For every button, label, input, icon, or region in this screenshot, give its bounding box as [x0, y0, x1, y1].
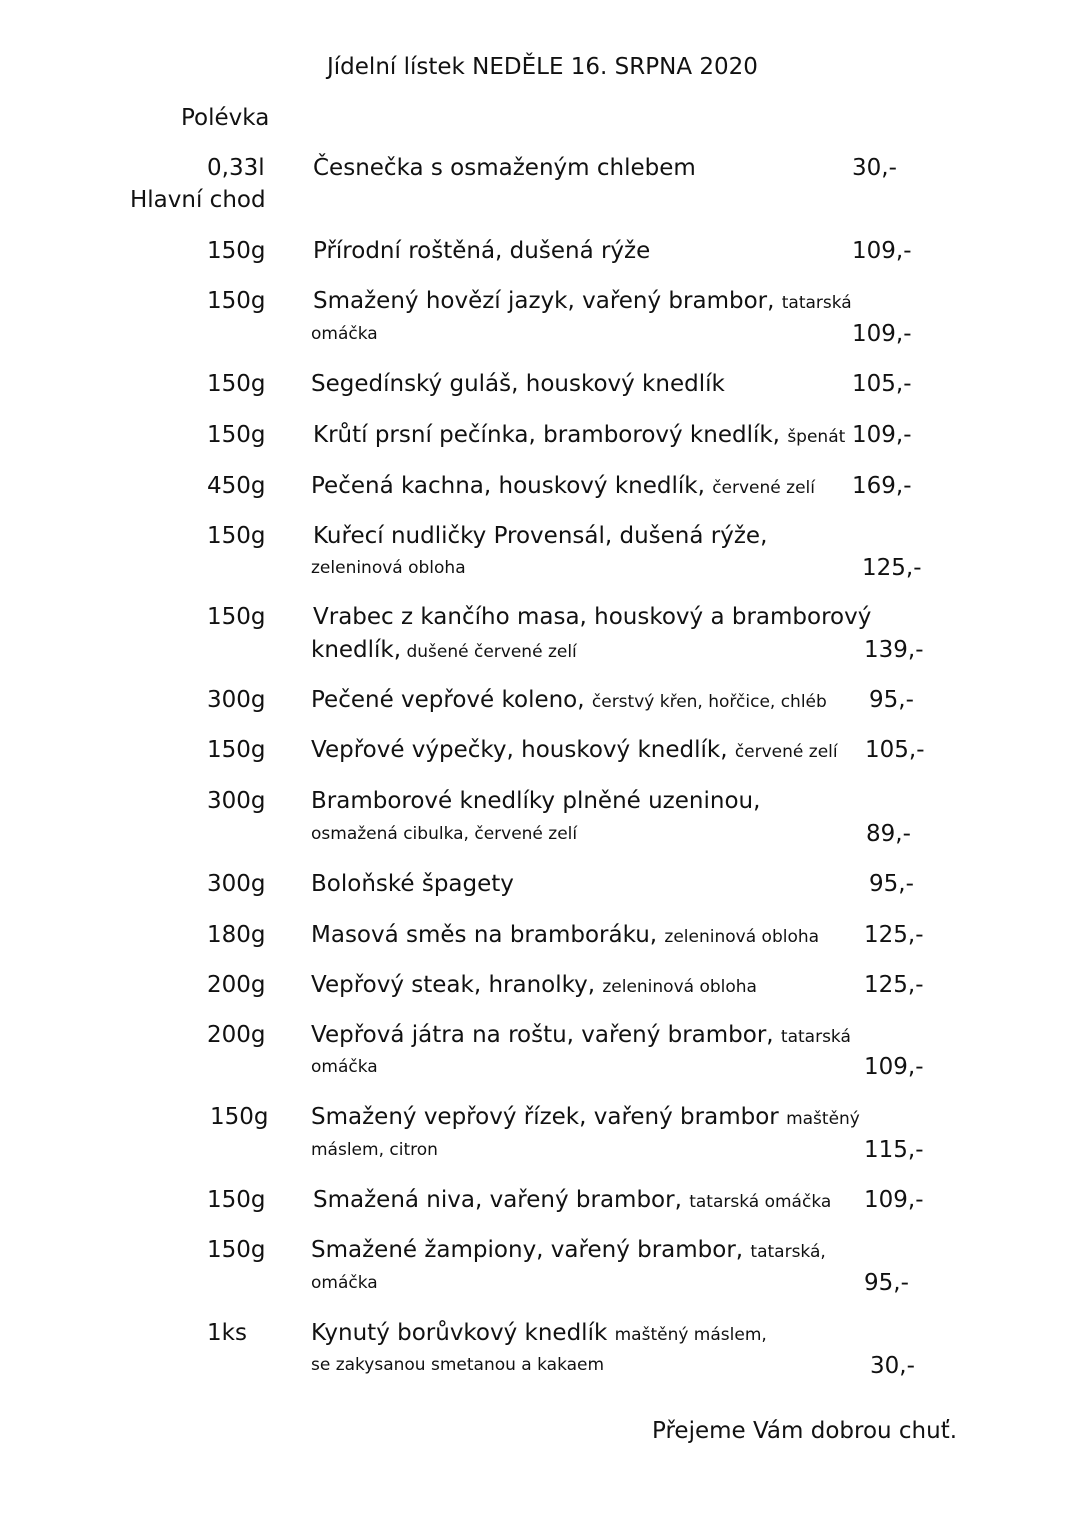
item-name	[311, 475, 815, 498]
item-price: 109,-	[852, 238, 912, 264]
item-second-line	[311, 560, 466, 577]
item-main-text: Vepřová játra na roštu, vařený brambor,	[311, 1022, 774, 1048]
item-main-text: Segedínský guláš, houskový knedlík	[311, 371, 725, 397]
section-main-heading: Hlavní chod	[130, 187, 266, 213]
item-second-line-text: máslem, citron	[311, 1140, 438, 1160]
item-name	[311, 739, 838, 762]
item-name	[311, 873, 514, 896]
menu-title: Jídelní lístek NEDĚLE 16. SRPNA 2020	[327, 54, 758, 80]
item-second-line-text: omáčka	[311, 324, 378, 344]
item-price: 125,-	[862, 555, 922, 581]
item-side-text: tatarská	[780, 1027, 851, 1047]
item-weight: 150g	[207, 1237, 266, 1263]
item-price: 125,-	[864, 972, 924, 998]
item-price: 109,-	[864, 1054, 924, 1080]
item-second-line-text: dušené červené zelí	[406, 642, 577, 662]
item-name	[313, 157, 696, 180]
item-weight: 150g	[207, 422, 266, 448]
item-main-text: Smažená niva, vařený brambor,	[313, 1187, 682, 1213]
item-price: 109,-	[852, 321, 912, 347]
item-price: 105,-	[852, 371, 912, 397]
item-side-text: tatarská	[781, 293, 852, 313]
item-weight: 150g	[207, 1187, 266, 1213]
item-weight: 150g	[207, 238, 266, 264]
item-main-text: Přírodní roštěná, dušená rýže	[313, 238, 651, 264]
item-main-text: Vepřový steak, hranolky,	[311, 972, 596, 998]
item-main-text: Smažené žampiony, vařený brambor,	[311, 1237, 744, 1263]
item-weight: 150g	[207, 737, 266, 763]
item-weight: 450g	[207, 473, 266, 499]
item-main-text: Pečené vepřové koleno,	[311, 687, 585, 713]
item-second-line	[311, 639, 577, 662]
item-weight: 300g	[207, 788, 266, 814]
item-side-text: maštěný máslem,	[614, 1325, 767, 1345]
item-price: 109,-	[852, 422, 912, 448]
item-name	[311, 790, 760, 813]
item-second-line	[311, 1357, 604, 1374]
item-main-text: Boloňské špagety	[311, 871, 514, 897]
item-side-text: tatarská,	[750, 1242, 826, 1262]
item-side-text: zeleninová obloha	[664, 927, 820, 947]
item-weight: 1ks	[207, 1320, 247, 1346]
item-main-text: Vepřové výpečky, houskový knedlík,	[311, 737, 728, 763]
item-name	[311, 1239, 826, 1262]
item-weight: 300g	[207, 687, 266, 713]
item-price: 89,-	[866, 821, 911, 847]
item-name	[313, 606, 871, 629]
item-price: 95,-	[864, 1270, 909, 1296]
item-weight: 150g	[207, 604, 266, 630]
item-main-text: Masová směs na bramboráku,	[311, 922, 658, 948]
item-second-line-text: osmažená cibulka, červené zelí	[311, 824, 578, 844]
item-second-line-main: knedlík,	[311, 637, 402, 663]
item-weight: 150g	[207, 288, 266, 314]
item-price: 95,-	[869, 871, 914, 897]
item-weight: 180g	[207, 922, 266, 948]
item-second-line-text: omáčka	[311, 1273, 378, 1293]
item-price: 125,-	[864, 922, 924, 948]
item-name	[313, 1189, 831, 1212]
item-weight: 150g	[207, 523, 266, 549]
item-name	[311, 689, 827, 712]
item-name	[313, 525, 767, 548]
item-weight: 300g	[207, 871, 266, 897]
item-second-line	[311, 1142, 438, 1159]
item-name	[311, 373, 725, 396]
item-side-text: maštěný	[786, 1109, 860, 1129]
item-second-line	[311, 326, 378, 343]
item-main-text: Kynutý borůvkový knedlík	[311, 1320, 608, 1346]
item-name	[311, 1024, 851, 1047]
item-side-text: zeleninová obloha	[602, 977, 757, 997]
item-main-text: Bramborové knedlíky plněné uzeninou,	[311, 788, 761, 814]
item-name	[313, 290, 852, 313]
item-name	[311, 974, 757, 997]
item-price: 105,-	[865, 737, 925, 763]
closing-message: Přejeme Vám dobrou chuť.	[652, 1418, 958, 1444]
item-weight: 200g	[207, 972, 266, 998]
item-side-text: špenát	[787, 427, 846, 447]
item-second-line	[311, 826, 577, 843]
item-price: 115,-	[864, 1137, 924, 1163]
item-weight: 0,33l	[207, 155, 265, 181]
item-weight: 150g	[210, 1104, 269, 1130]
item-second-line-text: omáčka	[311, 1057, 378, 1077]
item-weight: 200g	[207, 1022, 266, 1048]
item-main-text: Krůtí prsní pečínka, bramborový knedlík,	[313, 422, 780, 448]
item-main-text: Kuřecí nudličky Provensál, dušená rýže,	[313, 523, 768, 549]
item-price: 95,-	[869, 687, 914, 713]
item-price: 139,-	[864, 637, 924, 663]
item-side-text: tatarská omáčka	[689, 1192, 832, 1212]
item-side-text: červené zelí	[734, 742, 838, 762]
item-side-text: čerstvý křen, hořčice, chléb	[591, 692, 827, 712]
item-main-text: Pečená kachna, houskový knedlík,	[311, 473, 705, 499]
item-price: 30,-	[852, 155, 897, 181]
item-main-text: Česnečka s osmaženým chlebem	[313, 155, 696, 181]
item-name	[313, 424, 845, 447]
item-name	[311, 1106, 860, 1129]
item-price: 30,-	[870, 1353, 915, 1379]
item-second-line-text: se zakysanou smetanou a kakaem	[311, 1355, 605, 1375]
item-price: 169,-	[852, 473, 912, 499]
item-name	[311, 1322, 767, 1345]
item-main-text: Smažený hovězí jazyk, vařený brambor,	[313, 288, 775, 314]
item-main-text: Smažený vepřový řízek, vařený brambor	[311, 1104, 779, 1130]
item-main-text: Vrabec z kančího masa, houskový a bramborový	[313, 604, 872, 630]
item-name	[313, 240, 650, 263]
item-side-text: červené zelí	[712, 478, 815, 498]
item-second-line-text: zeleninová obloha	[311, 558, 466, 578]
section-soup-heading: Polévka	[181, 105, 270, 131]
item-name	[311, 924, 819, 947]
item-weight: 150g	[207, 371, 266, 397]
item-second-line	[311, 1059, 378, 1076]
item-second-line	[311, 1275, 378, 1292]
item-price: 109,-	[864, 1187, 924, 1213]
